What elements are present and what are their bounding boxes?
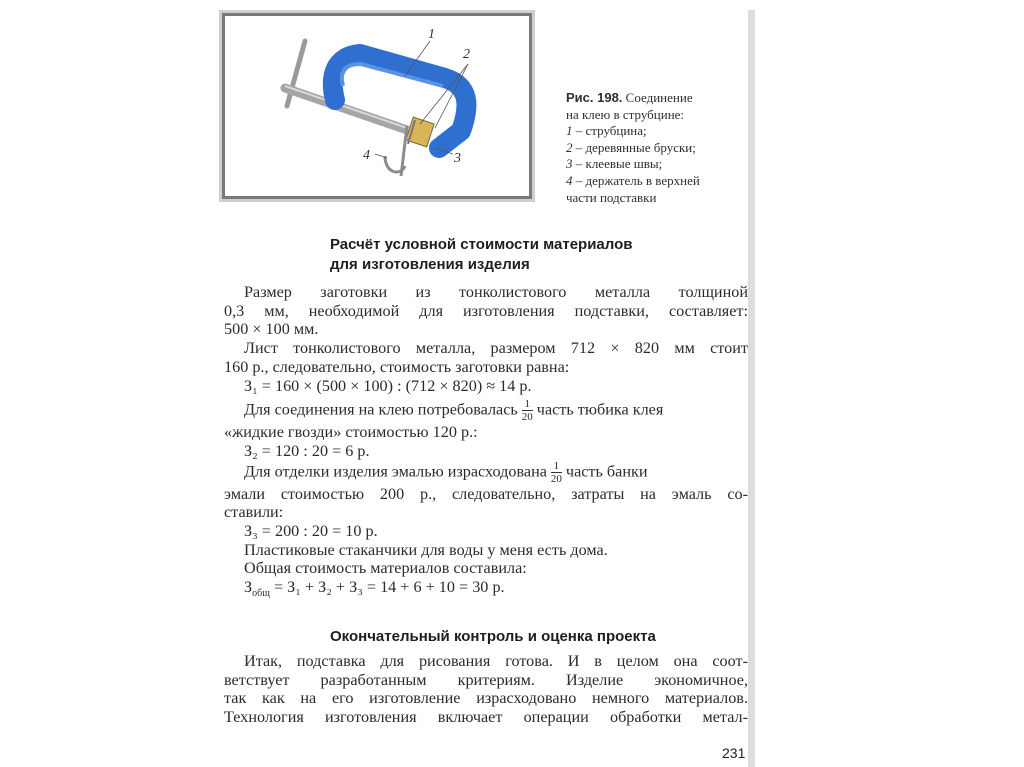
- clamp-screw: [285, 88, 410, 131]
- text-line: 500 × 100 мм.: [224, 320, 319, 339]
- section-cost-body: [224, 283, 748, 604]
- formula-total: $З_{общ} = З_1 + З_2 + З_3 = 14 + 6 + 10 = 30$ р.: [244, 578, 505, 600]
- text-line: 0,3 мм, необходимой для изготовления подставки, составляет:: [224, 301, 748, 320]
- fraction-1-20: $\frac{1}{20}$: [550, 459, 562, 485]
- text-line: Пластиковые стаканчики для воды у меня есть дома.: [244, 540, 608, 559]
- section-heading-final-control: Окончательный контроль и оценка проекта: [330, 628, 656, 645]
- text-line: Технология изготовления включает операции обработки метал-: [224, 708, 748, 727]
- text-line: ставили:: [224, 503, 284, 522]
- text-line: 160 р., следовательно, стоимость заготовки равна:: [224, 357, 570, 376]
- figure-label-1: 1: [428, 27, 435, 42]
- text-line: Для отделки изделия эмалью израсходована $\frac{1}{20}$ часть банки: [244, 459, 648, 485]
- formula-z2: З₂ = 120 : 20 = 6 р.: [244, 441, 370, 460]
- text-line: «жидкие гвозди» стоимостью 120 р.:: [224, 423, 478, 442]
- fraction-1-20: $\frac{1}{20}$: [521, 398, 533, 424]
- caption-item: 3 – клеевые швы;: [566, 156, 663, 172]
- text-line: Размер заготовки из тонколистового металла толщиной: [244, 283, 748, 301]
- text-line: так как на его изготовление израсходовано немного материалов.: [224, 689, 748, 708]
- figure-label-3: 3: [454, 151, 461, 166]
- caption-last-line: части подставки: [566, 189, 657, 205]
- formula-z3: З₃ = 200 : 20 = 10 р.: [244, 522, 378, 541]
- figure-label-2: 2: [463, 47, 470, 62]
- figure-number: Рис. 198.: [566, 90, 623, 105]
- caption-item: 1 – струбцина;: [566, 123, 647, 139]
- caption-item: 2 – деревянные бруски;: [566, 139, 696, 155]
- text-line: эмали стоимостью 200 р., следовательно, затраты на эмаль со-: [224, 484, 748, 503]
- wood-blocks: [406, 117, 434, 147]
- figure-clamp-illustration: [222, 13, 532, 199]
- text-line: Общая стоимость материалов составила:: [244, 559, 527, 578]
- clamp-drawing: [225, 16, 529, 196]
- page-number: 231: [722, 745, 746, 761]
- figure-caption: [566, 90, 766, 206]
- clamp-screw-highlight: [285, 86, 410, 129]
- caption-item: 4 – держатель в верхней: [566, 172, 700, 188]
- text-line: Лист тонколистового металла, размером 712 × 820 мм стоит: [244, 339, 748, 358]
- clamp-frame: [333, 54, 467, 148]
- caption-title: Соединение: [625, 90, 693, 105]
- formula-z1: З₁ = 160 × (500 × 100) : (712 × 820) ≈ 14 р.: [244, 376, 532, 395]
- caption-title-line2: на клею в струбцине:: [566, 106, 685, 122]
- text-line: Для соединения на клею потребовалась $\frac{1}{20}$ часть тюбика клея: [244, 398, 664, 424]
- section-heading-cost: Расчёт условной стоимости материалов для изготовления изделия: [330, 236, 633, 273]
- section-final-body: [224, 652, 748, 727]
- figure-label-4: 4: [363, 148, 370, 163]
- text-line: Итак, подставка для рисования готова. И в целом она соот-: [244, 652, 748, 670]
- text-line: ветствует разработанным критериям. Изделие экономичное,: [224, 670, 748, 689]
